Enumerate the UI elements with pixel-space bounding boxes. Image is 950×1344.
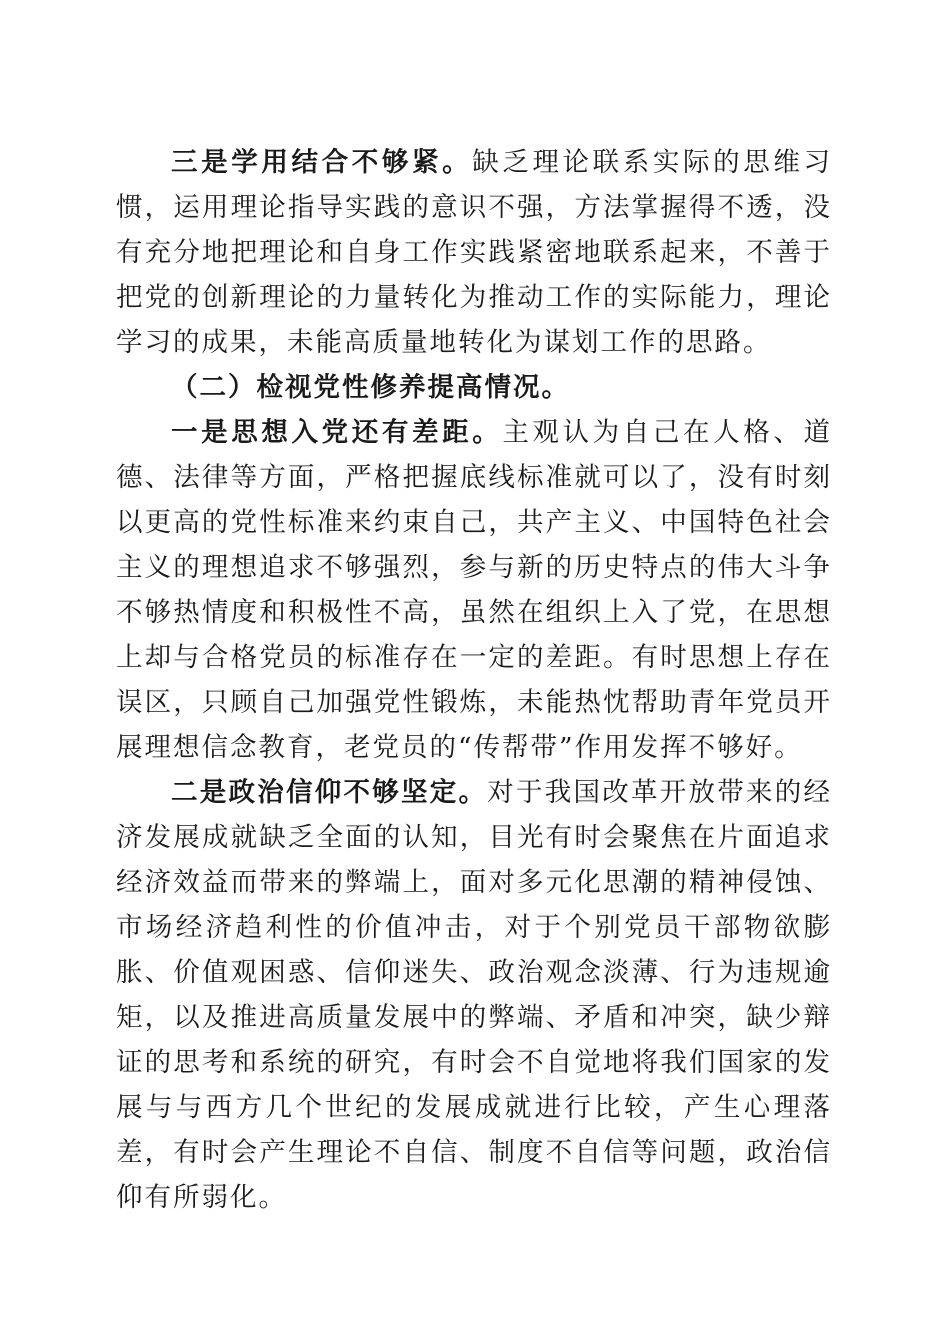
section-heading: （二）检视党性修养提高情况。 — [171, 372, 570, 403]
paragraph-text: 对于我国改革开放带来的经济发展成就缺乏全面的认知，目光有时会聚焦在片面追求经济效益而带来的弊端上，面对多元化思潮的精神侵蚀、市场经济趋利性的价值冲击，对于个别党员干部物欲膨胀、价值观困惑、信仰迷失、政治观念淡薄、行为违规逾矩，以及推进高质量发展中的弊端、矛盾和冲突，缺少辩证的思考和系统的研究，有时会不自觉地将我们国家的发展与与西方几个世纪的发展成就进行比较，产生心理落差，有时会产生理论不自信、制度不自信等问题，政治信仰有所弱化。 — [116, 777, 832, 1213]
paragraph-text: 主观认为自己在人格、道德、法律等方面，严格把握底线标准就可以了，没有时刻以更高的党性标准来约束自己，共产主义、中国特色社会主义的理想追求不够强烈，参与新的历史特点的伟大斗争不够热情度和积极性不高，虽然在组织上入了党，在思想上却与合格党员的标准存在一定的差距。有时思想上存在误区，只顾自己加强党性锻炼，未能热忱帮助青年党员开展理想信念教育，老党员的“传帮带”作用发挥不够好。 — [116, 417, 833, 763]
paragraph-political-belief — [116, 770, 832, 1220]
paragraph-study-application — [116, 140, 832, 365]
paragraph-text: 缺乏理论联系实际的思维习惯，运用理论指导实践的意识不强，方法掌握得不透，没有充分地把理论和自身工作实践紧密地联系起来，不善于把党的创新理论的力量转化为推动工作的实际能力，理论学习的成果，未能高质量地转化为谋划工作的思路。 — [116, 147, 833, 358]
paragraph-lead: 三是学用结合不够紧。 — [171, 147, 473, 178]
document-body — [116, 140, 832, 1220]
paragraph-lead: 二是政治信仰不够坚定。 — [171, 777, 488, 808]
paragraph-ideological-gap — [116, 410, 832, 770]
paragraph-lead: 一是思想入党还有差距。 — [171, 417, 503, 448]
